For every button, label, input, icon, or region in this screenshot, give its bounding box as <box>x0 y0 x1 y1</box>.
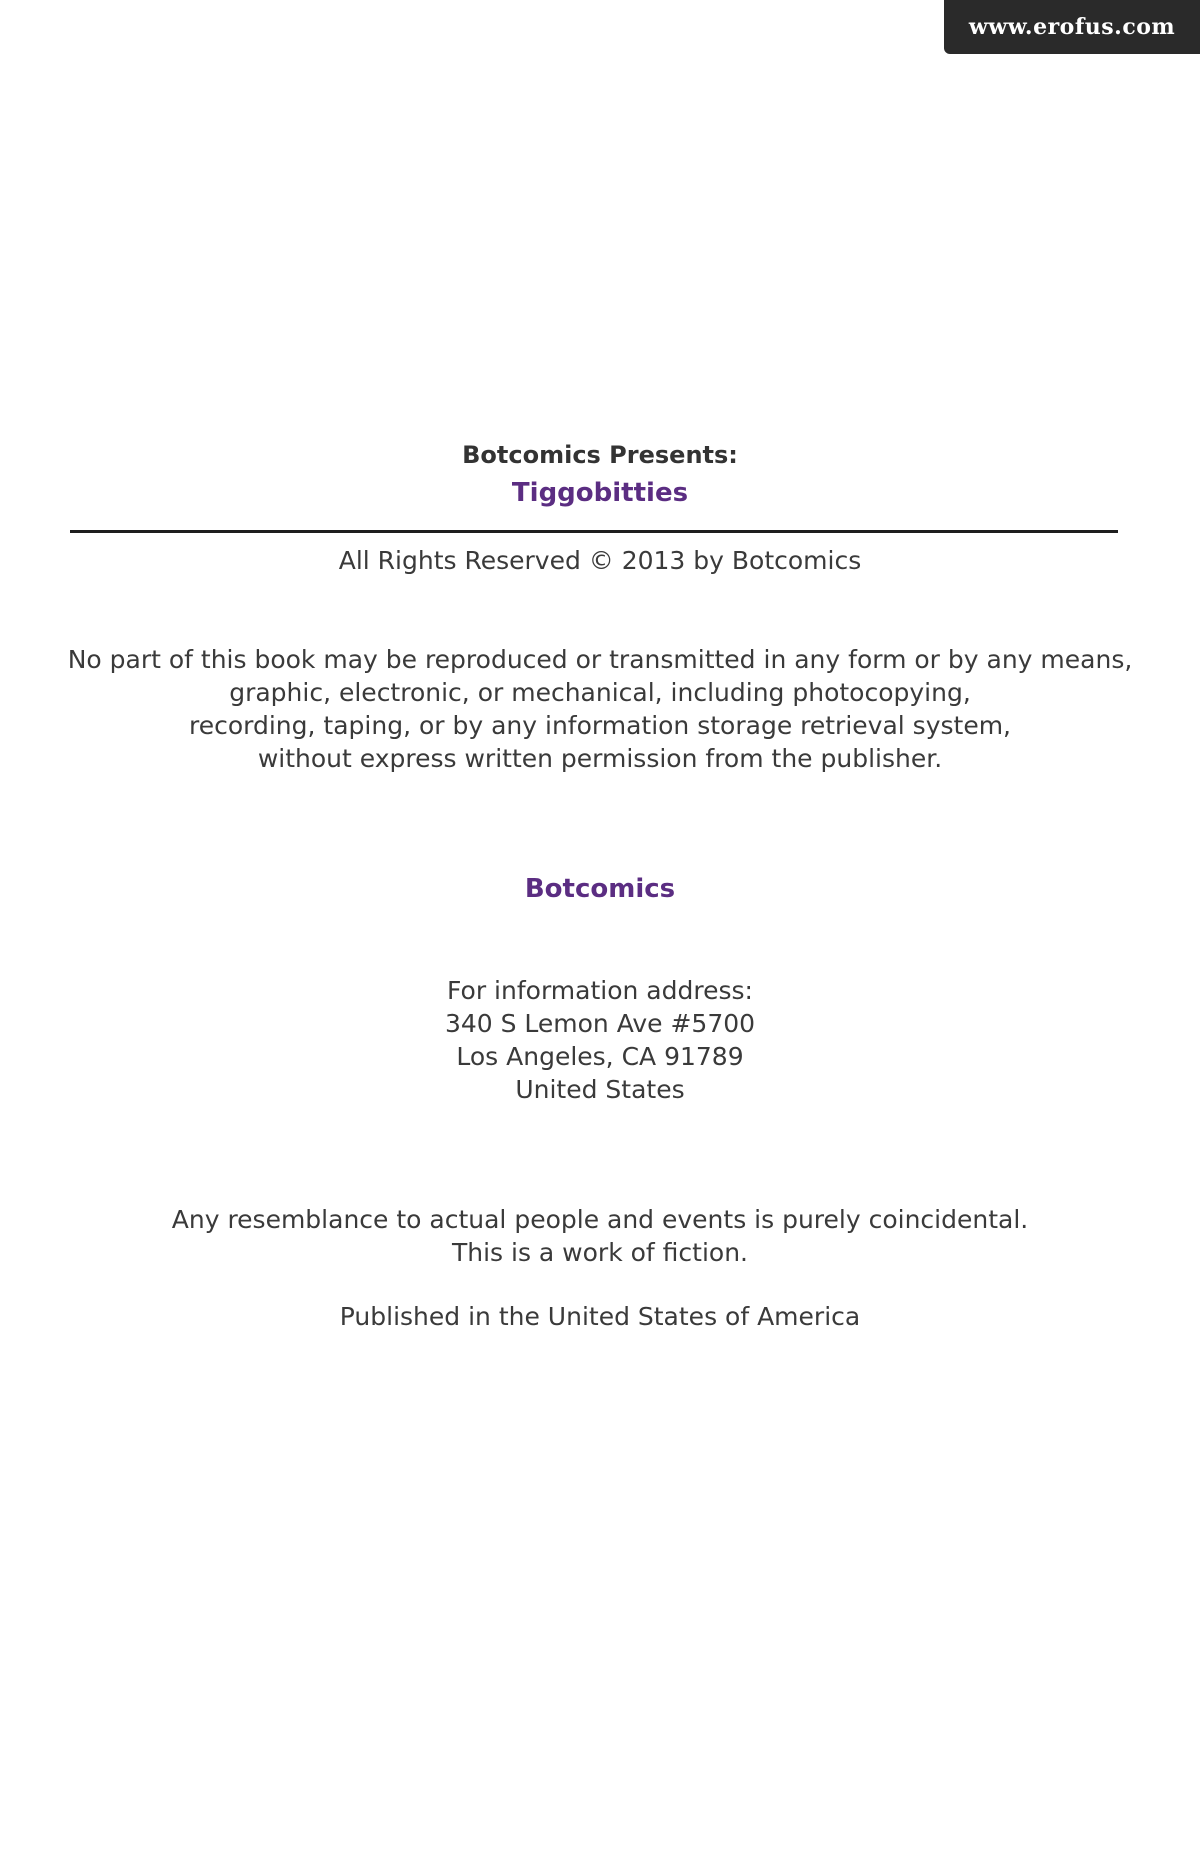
presents-label: Botcomics Presents: <box>462 441 738 469</box>
notice-line: graphic, electronic, or mechanical, including photocopying, <box>229 678 971 707</box>
address-block <box>0 974 1200 1106</box>
published-statement: Published in the United States of America <box>339 1302 861 1331</box>
publisher-name: Botcomics <box>524 874 676 904</box>
notice-line: recording, taping, or by any information storage retrieval system, <box>189 711 1011 740</box>
watermark-text: www.erofus.com <box>968 14 1176 40</box>
notice-line: without express written permission from the publisher. <box>257 744 943 773</box>
book-title: Tiggobitties <box>511 478 689 508</box>
disclaimer-line: This is a work of fiction. <box>451 1238 749 1267</box>
title-divider <box>70 530 1118 533</box>
address-line: 340 S Lemon Ave #5700 <box>444 1009 756 1038</box>
address-line: United States <box>515 1075 685 1104</box>
rights-statement: All Rights Reserved © 2013 by Botcomics <box>338 546 862 575</box>
address-line: Los Angeles, CA 91789 <box>456 1042 744 1071</box>
address-line: For information address: <box>447 976 753 1005</box>
copyright-notice <box>0 643 1200 775</box>
disclaimer-line: Any resemblance to actual people and events is purely coincidental. <box>171 1205 1029 1234</box>
disclaimer-block <box>0 1203 1200 1269</box>
watermark-badge <box>944 0 1200 54</box>
notice-line: No part of this book may be reproduced or transmitted in any form or by any means, <box>67 645 1133 674</box>
